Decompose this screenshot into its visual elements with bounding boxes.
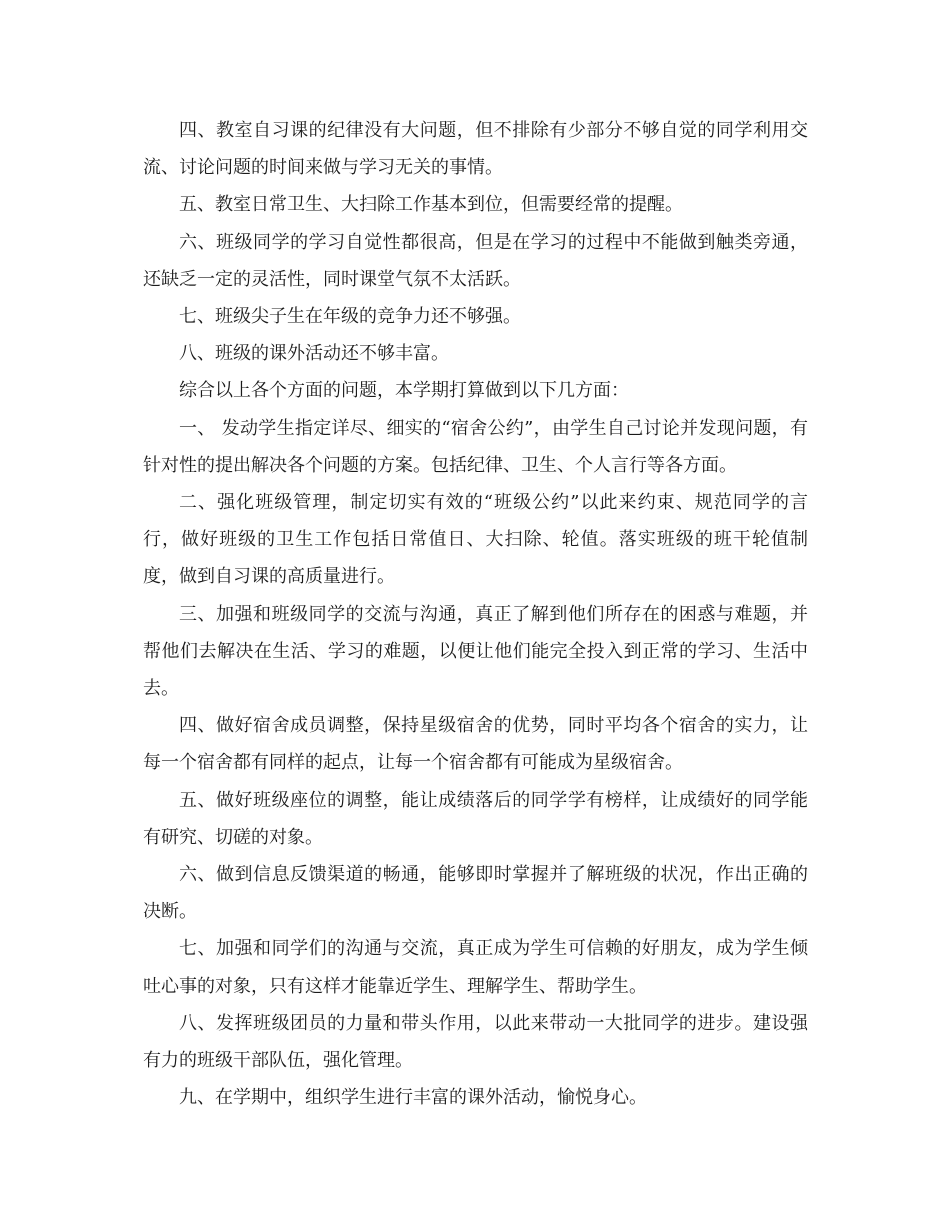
paragraph-6: 综合以上各个方面的问题，本学期打算做到以下几方面： bbox=[179, 380, 629, 402]
paragraph-8: 二、强化班级管理，制定切实有效的“班级公约”以此来约束、规范同学的言行，做好班级的卫生工作包括日常值日、大扫除、轮值。落实班级的班干轮值制度，做到自习课的高质量进行。 bbox=[143, 492, 808, 588]
paragraph-13: 七、加强和同学们的沟通与交流，真正成为学生可信赖的好朋友，成为学生倾吐心事的对象，只有这样才能靠近学生、理解学生、帮助学生。 bbox=[143, 938, 808, 997]
paragraph-12: 六、做到信息反馈渠道的畅通，能够即时掌握并了解班级的状况，作出正确的决断。 bbox=[143, 864, 808, 923]
paragraph-15: 九、在学期中，组织学生进行丰富的课外活动，愉悦身心。 bbox=[179, 1087, 647, 1109]
document-body bbox=[143, 112, 808, 1116]
paragraph-3: 六、班级同学的学习自觉性都很高，但是在学习的过程中不能做到触类旁通，还缺乏一定的灵活性，同时课堂气氛不太活跃。 bbox=[143, 231, 808, 290]
paragraph-14: 八、发挥班级团员的力量和带头作用，以此来带动一大批同学的进步。建设强有力的班级干部队伍，强化管理。 bbox=[143, 1012, 808, 1072]
paragraph-7: 一、 发动学生指定详尽、细实的“宿舍公约”，由学生自己讨论并发现问题，有针对性的提出解决各个问题的方案。包括纪律、卫生、个人言行等各方面。 bbox=[143, 417, 808, 476]
paragraph-4: 七、班级尖子生在年级的竞争力还不够强。 bbox=[179, 306, 521, 328]
paragraph-1: 四、教室自习课的纪律没有大问题，但不排除有少部分不够自觉的同学利用交流、讨论问题的时间来做与学习无关的事情。 bbox=[143, 120, 808, 179]
paragraph-5: 八、班级的课外活动还不够丰富。 bbox=[179, 343, 449, 365]
paragraph-9: 三、加强和班级同学的交流与沟通，真正了解到他们所存在的困惑与难题，并帮他们去解决在生活、学习的难题，以便让他们能完全投入到正常的学习、生活中去。 bbox=[143, 603, 808, 700]
paragraph-10: 四、做好宿舍成员调整，保持星级宿舍的优势，同时平均各个宿舍的实力，让每一个宿舍都有同样的起点，让每一个宿舍都有可能成为星级宿舍。 bbox=[143, 715, 808, 774]
paragraph-2: 五、教室日常卫生、大扫除工作基本到位，但需要经常的提醒。 bbox=[179, 194, 683, 216]
paragraph-11: 五、做好班级座位的调整，能让成绩落后的同学学有榜样，让成绩好的同学能有研究、切磋的对象。 bbox=[143, 789, 808, 848]
